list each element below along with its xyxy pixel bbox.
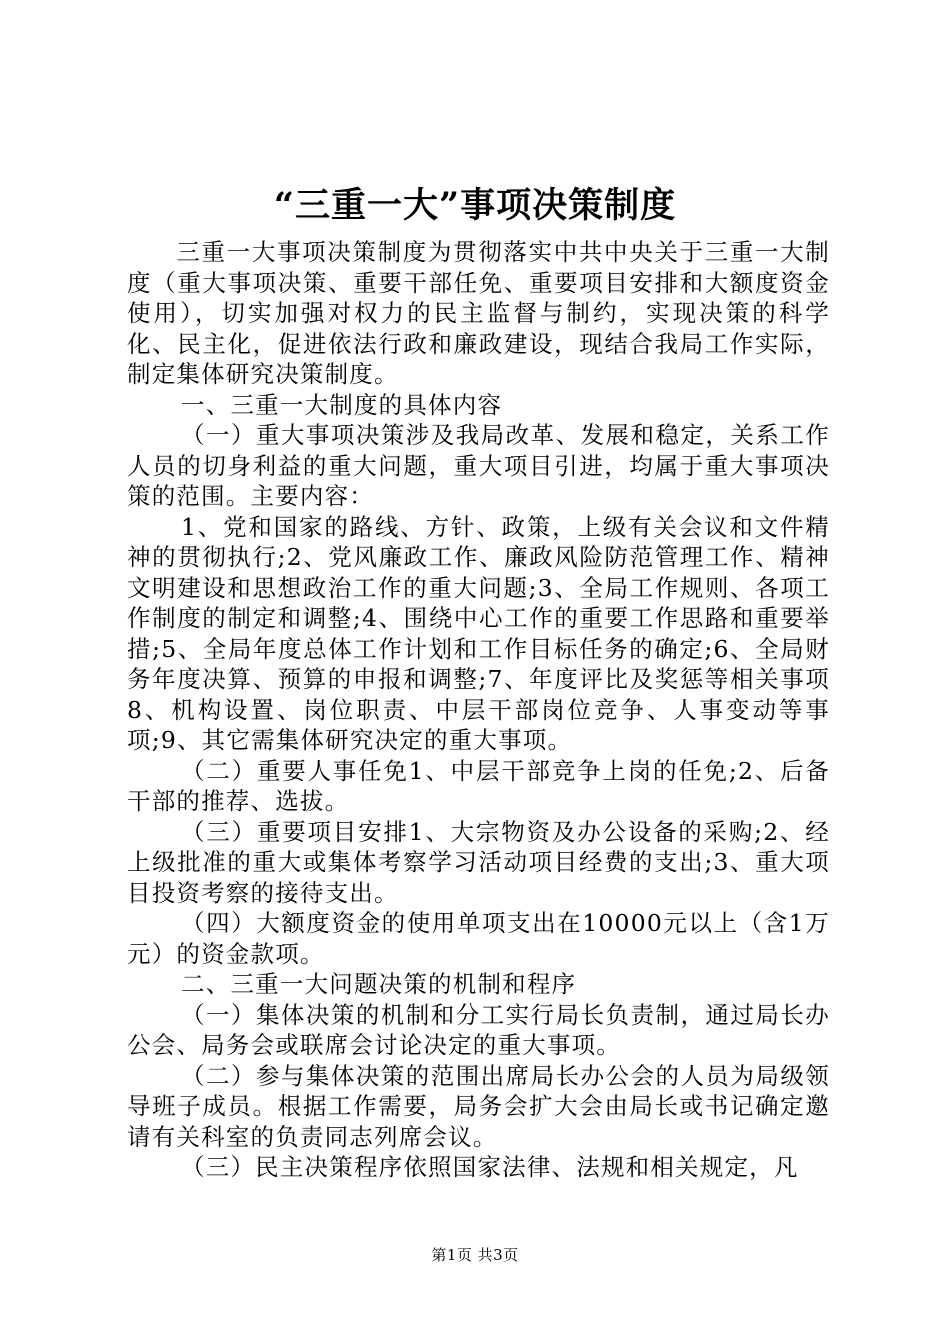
document-body	[127, 237, 830, 1183]
section-heading-2: 二、三重一大问题决策的机制和程序	[181, 970, 577, 998]
page-footer: 第1页 共3页	[431, 1246, 519, 1264]
paragraph-scope: （二）参与集体决策的范围出席局长办公会的人员为局级领导班子成员。根据工作需要，局务会扩大会由局长或书记确定邀请有关科室的负责同志列席会议。	[127, 1061, 830, 1151]
paragraph-major-decisions: （一）重大事项决策涉及我局改革、发展和稳定，关系工作人员的切身利益的重大问题，重大项目引进，均属于重大事项决策的范围。主要内容：	[127, 421, 830, 510]
paragraph-mechanism: （一）集体决策的机制和分工实行局长负责制，通过局长办公会、局务会或联席会讨论决定的重大事项。	[127, 1000, 830, 1059]
document-title: “三重一大”事项决策制度	[273, 185, 677, 226]
paragraph-personnel: （二）重要人事任免1、中层干部竞争上岗的任免;2、后备干部的推荐、选拔。	[127, 756, 830, 815]
paragraph-procedure: （三）民主决策程序依照国家法律、法规和相关规定，凡	[181, 1153, 799, 1181]
paragraph-intro: 三重一大事项决策制度为贯彻落实中共中央关于三重一大制度（重大事项决策、重要干部任免、重要项目安排和大额度资金使用），切实加强对权力的民主监督与制约，实现决策的科学化、民主化，促进依法行政和廉政建设，现结合我局工作实际，制定集体研究决策制度。	[127, 238, 830, 388]
paragraph-main-contents: 1、党和国家的路线、方针、政策，上级有关会议和文件精神的贯彻执行;2、党风廉政工作、廉政风险防范管理工作、精神文明建设和思想政治工作的重大问题;3、全局工作规则、各项工作制度的制定和调整;4、围绕中心工作的重要工作思路和重要举措;5、全局年度总体工作计划和工作目标任务的确定;6、全局财务年度决算、预算的申报和调整;7、年度评比及奖惩等相关事项8、机构设置、岗位职责、中层干部岗位竞争、人事变动等事项;9、其它需集体研究决定的重大事项。	[127, 512, 830, 754]
paragraph-funds: （四）大额度资金的使用单项支出在10000元以上（含1万元）的资金款项。	[127, 909, 830, 968]
paragraph-projects: （三）重要项目安排1、大宗物资及办公设备的采购;2、经上级批准的重大或集体考察学习活动项目经费的支出;3、重大项目投资考察的接待支出。	[127, 817, 830, 907]
section-heading-1: 一、三重一大制度的具体内容	[181, 390, 503, 419]
